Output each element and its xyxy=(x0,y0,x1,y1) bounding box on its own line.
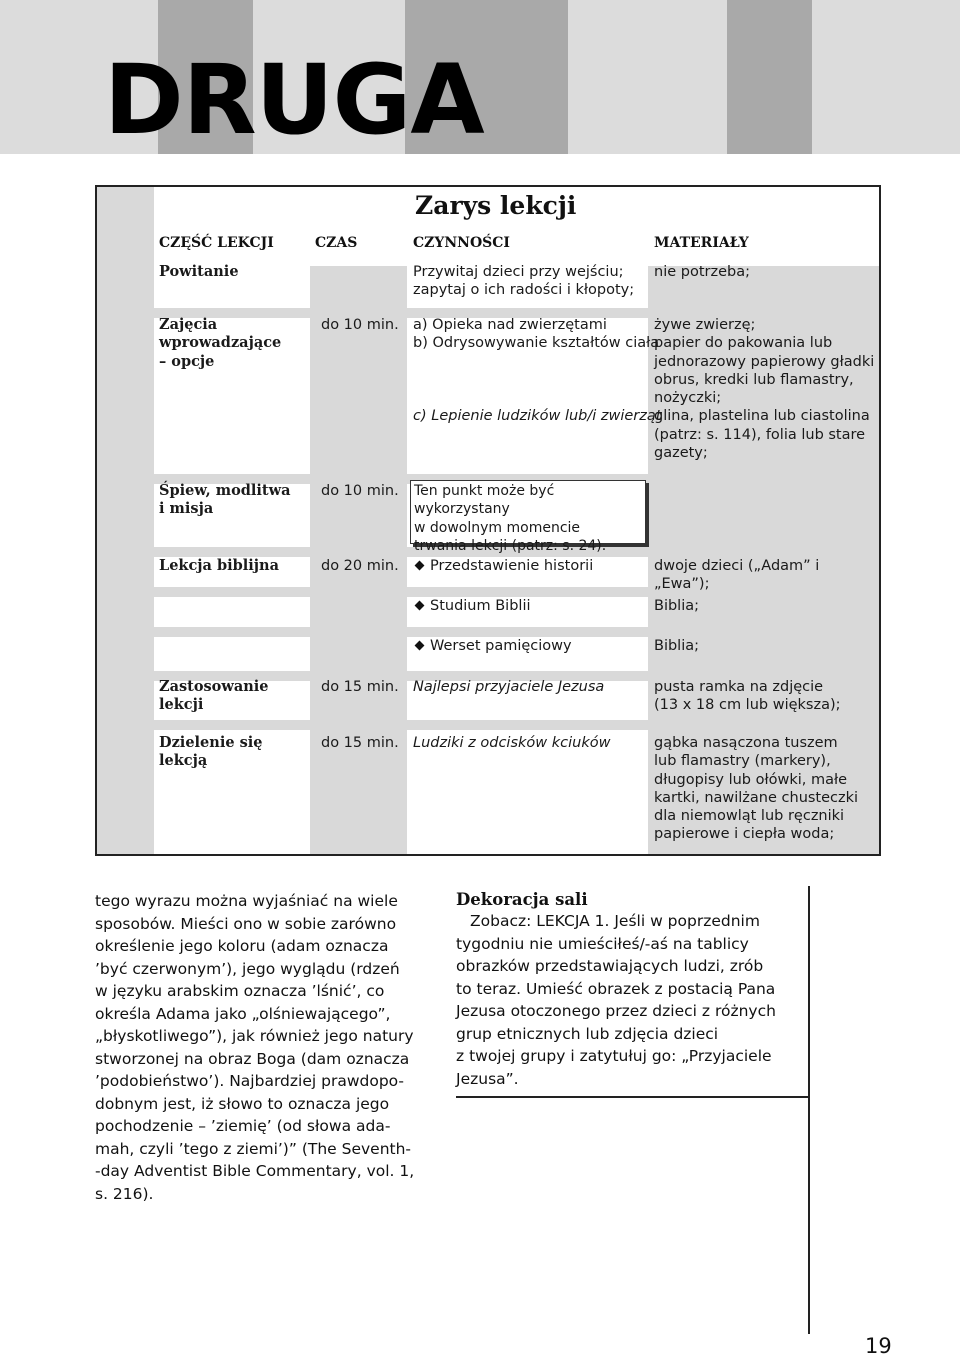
row-application-materials xyxy=(654,678,841,715)
text-line: grup etnicznych lub zdjęcia dzieci xyxy=(456,1024,719,1043)
row-separator xyxy=(154,627,881,637)
header-band xyxy=(0,0,960,154)
material-line: gąbka nasączona tuszem xyxy=(654,735,838,751)
row-application-activity: Najlepsi przyjaciele Jezusa xyxy=(413,679,605,695)
note-line: Ten punkt może być wykorzystany xyxy=(414,483,555,518)
page-number: 19 xyxy=(865,1334,892,1358)
row-application-time: do 15 min. xyxy=(321,679,399,695)
lesson-outline-table xyxy=(95,185,881,856)
row-sharing-time: do 15 min. xyxy=(321,735,399,751)
material-line: kartki, nawilżane chusteczki xyxy=(654,789,859,806)
material-line: jednorazowy papierowy gładki xyxy=(654,353,875,370)
material-line: gazety; xyxy=(654,445,708,462)
note-text xyxy=(414,482,645,555)
text-line: tygodniu nie umieściłeś/-aś na tablicy xyxy=(456,934,749,953)
activity-line: Przywitaj dzieci przy wejściu; xyxy=(413,264,624,280)
row-application-part xyxy=(159,678,269,715)
material-line: (patrz: s. 114), folia lub stare xyxy=(654,426,866,443)
part-line: Zastosowanie xyxy=(159,678,269,695)
part-line: Dzielenie się xyxy=(159,734,263,751)
text-line: mah, czyli ’tego z ziemi’)” (The Seventh- xyxy=(95,1139,412,1158)
text-line: sposobów. Mieści ono w sobie zarówno xyxy=(95,914,397,933)
row-bible-materials-3: Biblia; xyxy=(654,638,700,654)
body-text-left xyxy=(95,890,440,1205)
diamond-bullet-icon xyxy=(415,560,425,570)
row-song-time: do 10 min. xyxy=(321,483,399,499)
page-title: DRUGA xyxy=(104,44,484,156)
row-bible-part: Lekcja biblijna xyxy=(159,557,279,574)
row-bible-materials-2: Biblia; xyxy=(654,598,700,614)
row-bible-activity-1 xyxy=(413,557,593,575)
text-line: w języku arabskim oznacza ’lśnić’, co xyxy=(95,982,385,1000)
row-welcome-activity xyxy=(413,263,634,300)
text-line: z twojej grupy i zatytułuj go: „Przyjaciele xyxy=(456,1047,772,1065)
part-line: i misja xyxy=(159,500,214,518)
row-intro-activity-b: b) Odrysowywanie kształtów ciała xyxy=(413,335,660,351)
text-line: ’podobieństwo’). Najbardziej prawdopo- xyxy=(95,1072,405,1090)
material-line: pusta ramka na zdjęcie xyxy=(654,679,824,695)
material-line: lub flamastry (markery), xyxy=(654,753,831,770)
part-line: Śpiew, modlitwa xyxy=(159,482,291,499)
text-line: to teraz. Umieść obrazek z postacią Pana xyxy=(456,979,776,998)
part-line: Zajęcia xyxy=(159,316,218,333)
text-line: określa Adama jako „olśniewającego”, xyxy=(95,1004,391,1023)
text-line: Jezusa”. xyxy=(456,1069,519,1088)
activity-text: Werset pamięciowy xyxy=(430,638,572,654)
row-bible-materials-1: dwoje dzieci („Adam” i „Ewa”); xyxy=(654,558,820,593)
text-line: Jezusa otoczonego przez dzieci z różnych xyxy=(456,1002,776,1020)
row-welcome-materials: nie potrzeba; xyxy=(654,264,750,280)
material-line: obrus, kredki lub flamastry, xyxy=(654,371,854,388)
activity-line: zapytaj o ich radości i kłopoty; xyxy=(413,282,635,299)
text-line: tego wyrazu można wyjaśniać na wiele xyxy=(95,892,398,910)
row-bible-activity-3 xyxy=(413,637,572,655)
text-line: określenie jego koloru (adam oznacza xyxy=(95,937,389,955)
column-header-activities: CZYNNOŚCI xyxy=(413,235,510,251)
text-line: ’być czerwonym’), jego wyglądu (rdzeń xyxy=(95,959,400,978)
activity-text: Studium Biblii xyxy=(430,598,531,614)
text-line: dobnym jest, iż słowo to oznacza jego xyxy=(95,1094,390,1113)
row-sharing-materials xyxy=(654,734,858,844)
row-bible-time: do 20 min. xyxy=(321,558,399,574)
row-intro-activity-a: a) Opieka nad zwierzętami xyxy=(413,317,607,333)
decoration-title: Dekoracja sali xyxy=(456,890,588,909)
activity-text: Przedstawienie historii xyxy=(430,558,594,574)
row-intro-activity-c: c) Lepienie ludzików lub/i zwierząt xyxy=(413,408,662,424)
part-line: – opcje xyxy=(159,352,215,370)
note-line: w dowolnym momencie xyxy=(414,519,581,536)
part-line: lekcji xyxy=(159,696,204,714)
row-intro-time: do 10 min. xyxy=(321,317,399,333)
note-line: trwania lekcji (patrz: s. 24). xyxy=(414,537,607,554)
diamond-bullet-icon xyxy=(415,640,425,650)
material-line: dla niemowląt lub ręczniki xyxy=(654,808,845,825)
text-line: obrazków przedstawiających ludzi, zrób xyxy=(456,957,764,975)
outline-title: Zarys lekcji xyxy=(415,191,577,220)
row-bible-activity-2 xyxy=(413,597,531,615)
decoration-section xyxy=(456,890,801,1090)
text-line: stworzonej na obraz Boga (dam oznacza xyxy=(95,1049,410,1068)
row-separator xyxy=(154,720,881,730)
part-line: lekcją xyxy=(159,752,208,770)
text-line: s. 216). xyxy=(95,1184,154,1203)
header-stripe xyxy=(727,0,812,154)
column-header-materials: MATERIAŁY xyxy=(654,235,749,251)
row-welcome-part: Powitanie xyxy=(159,263,239,280)
material-line: papier do pakowania lub xyxy=(654,335,833,352)
diamond-bullet-icon xyxy=(415,600,425,610)
column-header-time: CZAS xyxy=(315,235,358,251)
column-rule xyxy=(808,886,810,1334)
material-line: nożyczki; xyxy=(654,390,722,407)
text-line: pochodzenie – ’ziemię’ (od słowa ada- xyxy=(95,1117,391,1135)
row-sharing-activity: Ludziki z odcisków kciuków xyxy=(413,735,611,751)
column-header-part: CZĘŚĆ LEKCJI xyxy=(159,235,274,251)
part-line: wprowadzające xyxy=(159,334,282,352)
text-line: „błyskotliwego”), jak również jego natury xyxy=(95,1027,414,1045)
material-line: papierowe i ciepła woda; xyxy=(654,826,835,843)
text-line: Zobacz: LEKCJA 1. Jeśli w poprzednim xyxy=(470,912,760,930)
row-song-part xyxy=(159,482,290,519)
table-shading xyxy=(97,187,154,856)
row-intro-part xyxy=(159,316,281,371)
row-intro-materials xyxy=(654,316,874,462)
material-line: glina, plastelina lub ciastolina xyxy=(654,408,870,425)
note-box xyxy=(410,480,646,554)
row-sharing-part xyxy=(159,734,263,771)
section-divider xyxy=(456,1096,810,1098)
material-line: (13 x 18 cm lub większa); xyxy=(654,697,841,714)
material-line: żywe zwierzę; xyxy=(654,317,756,333)
text-line: -day Adventist Bible Commentary, vol. 1, xyxy=(95,1162,415,1180)
material-line: długopisy lub ołówki, małe xyxy=(654,771,848,788)
